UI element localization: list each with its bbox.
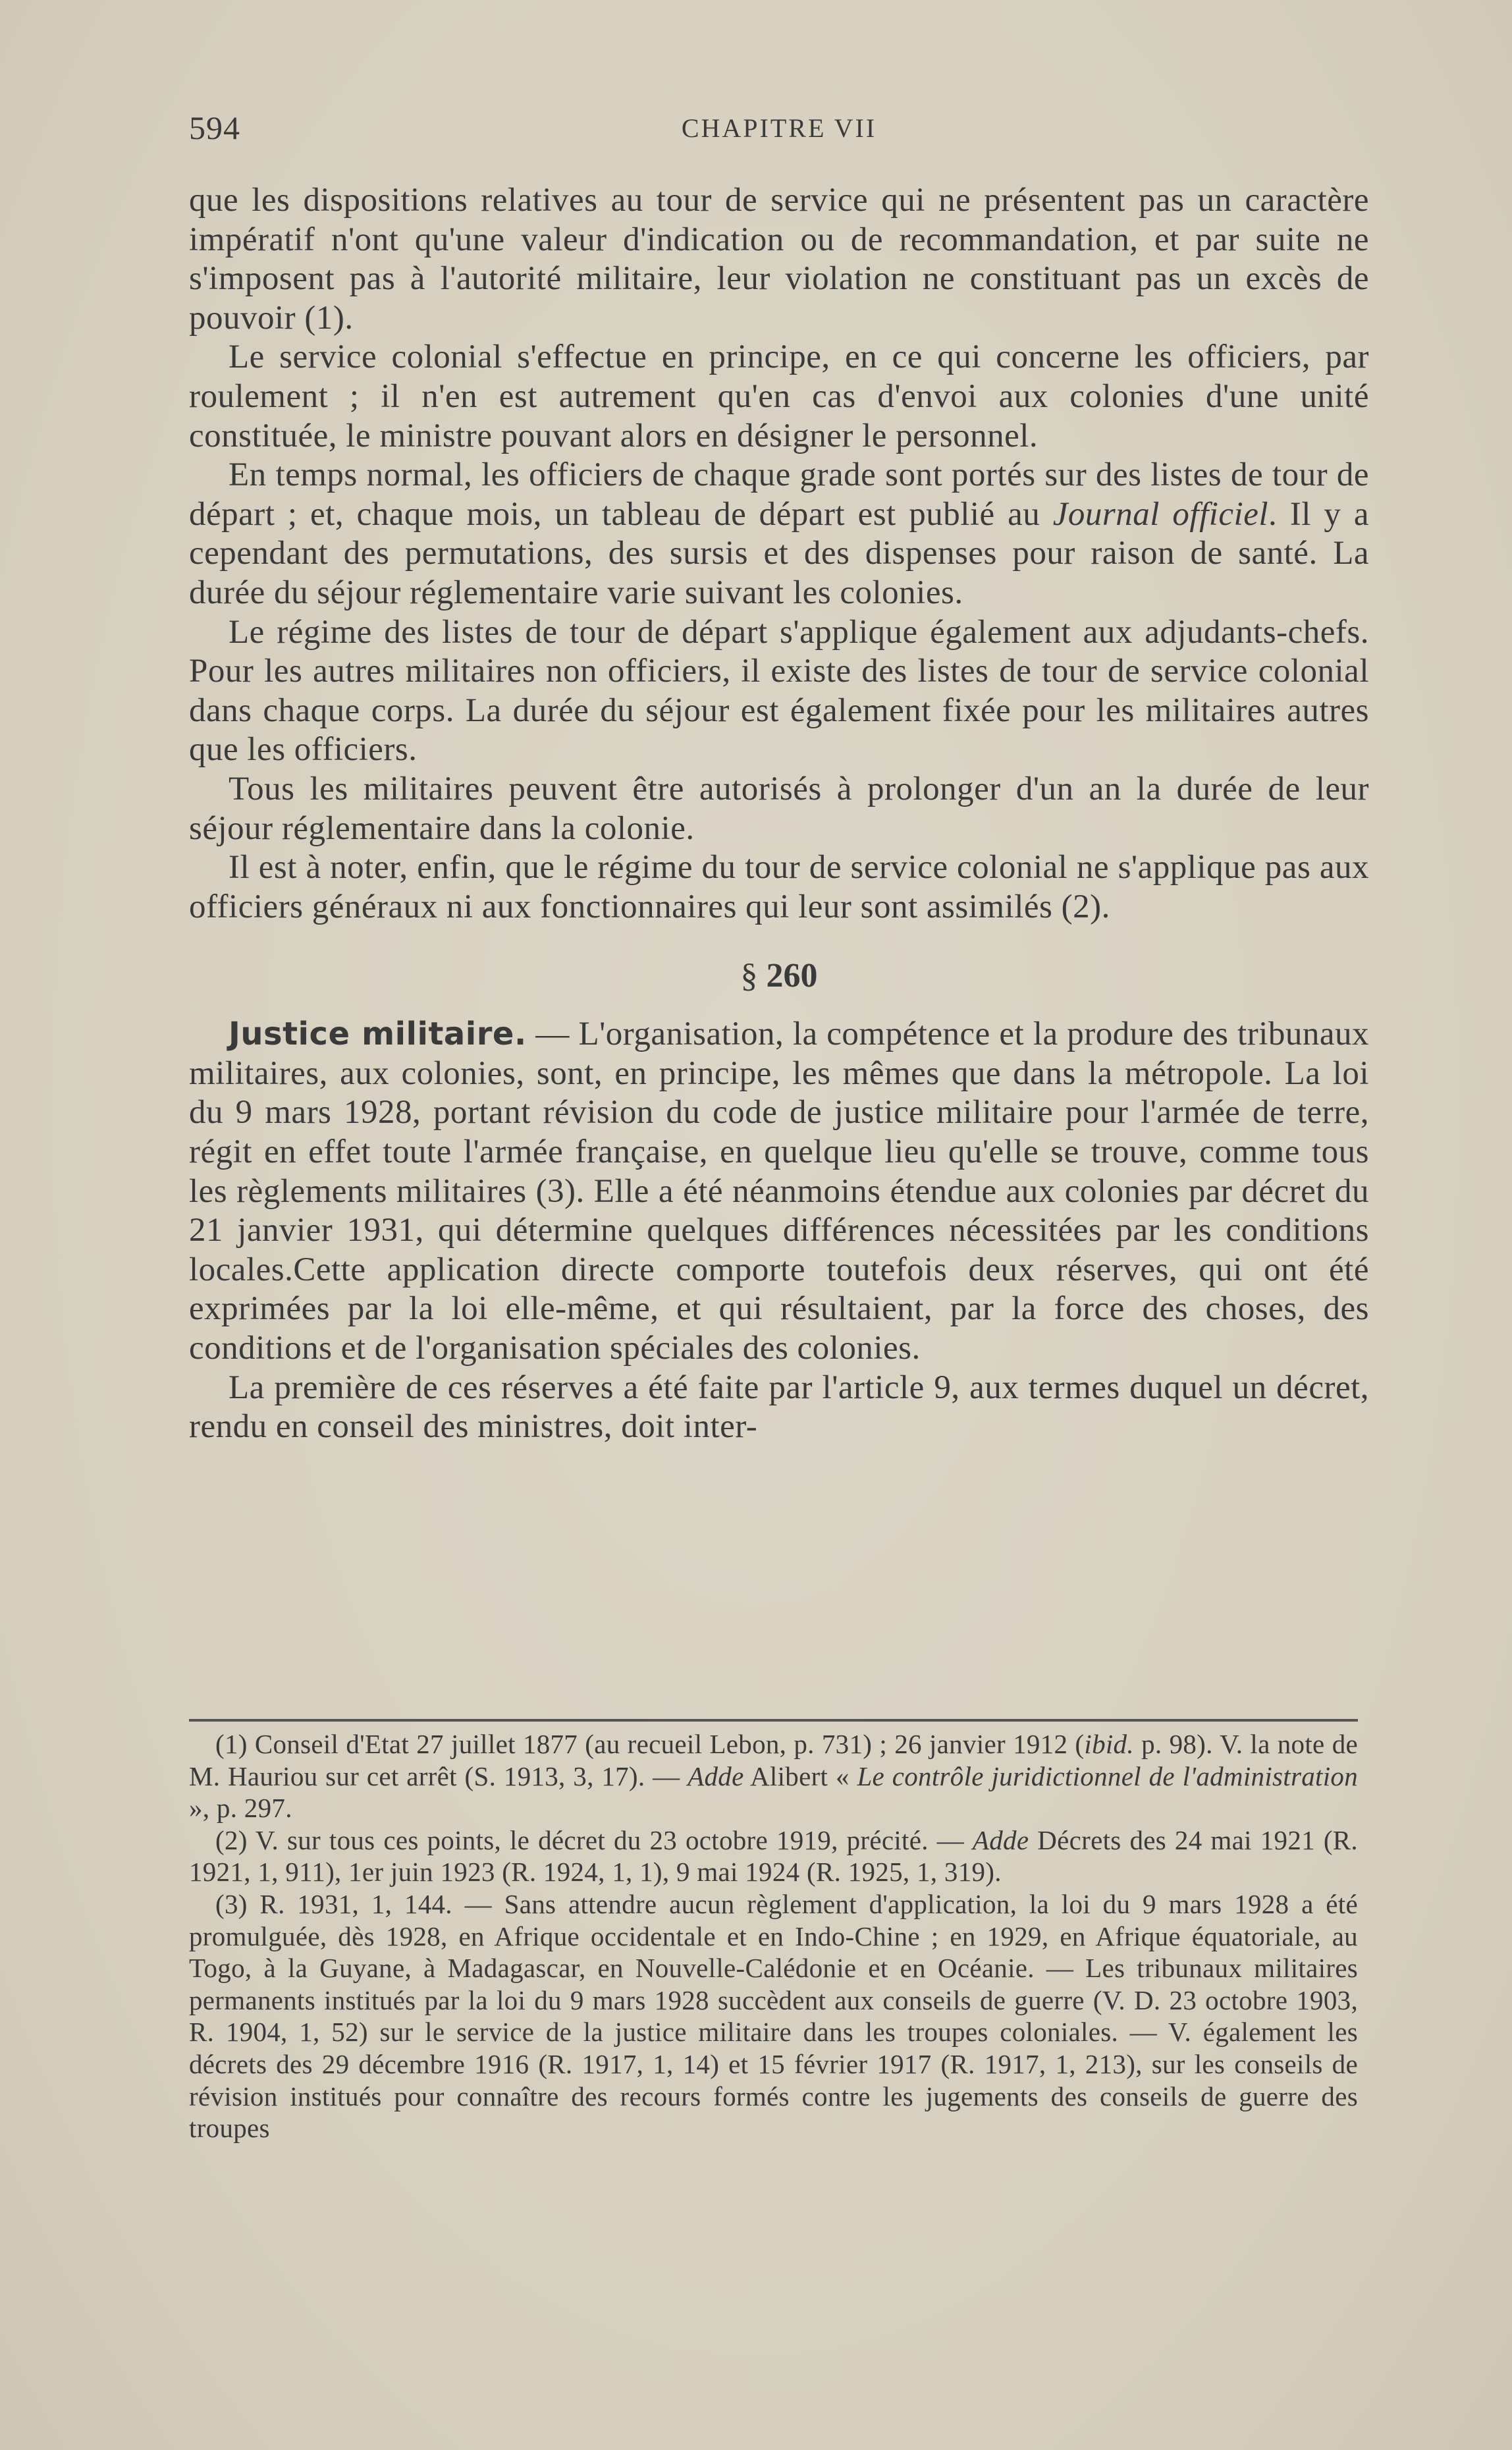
paragraph-text: En temps normal, les officiers de chaque grade sont portés sur des listes de tour de départ ; et, chaque mois, un tableau de départ est publié au (189, 456, 1369, 533)
paragraph (189, 456, 1369, 612)
footnote-divider (189, 1719, 1358, 1722)
footnote-italic: Adde (688, 1760, 744, 1791)
paragraph-text: — L'organisation, la compétence et la produre des tribunaux militaires, aux colonies, sont, en principe, les mêmes que dans la métropole. La loi du 9 mars 1928, portant révision du code de justice militaire pour l'armée de terre, régit en effet toute l'armée française, en quelque lieu qu'elle se trouve, comme tous les règlements militaires (3). Elle a été néanmoins étendue aux colonies par décret du 21 janvier 1931, qui détermine quelques différences nécessitées par les conditions locales.Cette application directe comporte toutefois deux réserves, qui ont été exprimées par la loi elle-même, et qui résultaient, par la force des choses, des conditions et de l'organisation spéciales des colonies. (189, 1016, 1370, 1367)
footnote (189, 1824, 1358, 1888)
footnote-italic: ibid. (1084, 1729, 1134, 1759)
paragraph: Il est à noter, enfin, que le régime du tour de service colonial ne s'applique pas aux officiers généraux ni aux fonctionnaires qui leur sont assimilés (2). (189, 849, 1369, 925)
footnote-text: », p. 297. (189, 1793, 292, 1824)
footnote-italic: Adde (972, 1824, 1029, 1855)
footnote-italic: Le contrôle juridictionnel de l'administration (857, 1760, 1359, 1791)
section-number (189, 953, 1369, 999)
footnote-text: (2) V. sur tous ces points, le décret du 23 octobre 1919, précité. — (215, 1824, 973, 1855)
paragraph: Le régime des listes de tour de départ s'applique également aux adjudants-chefs. Pour les autres militaires non officiers, il existe des listes de tour de service colonial dans chaque corps. La durée du séjour est également fixée pour les militaires autres que les officiers. (189, 613, 1369, 769)
footnotes (189, 1728, 1358, 2144)
section-heading: Justice militaire. (229, 1016, 527, 1053)
section-symbol: § (740, 957, 758, 995)
paragraph (189, 1015, 1369, 1368)
paragraph: La première de ces réserves a été faite par l'article 9, aux termes duquel un décret, rendu en conseil des ministres, doit inter- (189, 1369, 1369, 1446)
footnote-text: Décrets des 24 mai 1921 (R. 1921, 1, 911), 1er juin 1923 (R. 1924, 1, 1), 9 mai 1924 (R. 1925, 1, 319). (189, 1824, 1358, 1888)
footnote-text: (1) Conseil d'Etat 27 juillet 1877 (au recueil Lebon, p. 731) ; 26 janvier 1912 ( (215, 1729, 1085, 1759)
running-title: CHAPITRE VII (681, 113, 877, 143)
footnote-text: p. 98). V. la note de M. Hauriou sur cet arrêt (S. 1913, 3, 17). — (189, 1729, 1358, 1791)
footnote: (3) R. 1931, 1, 144. — Sans attendre aucun règlement d'application, la loi du 9 mars 1928 a été promulguée, dès 1928, en Afrique occidentale et en Indo-Chine ; en 1929, en Afrique équatoriale, au Togo, à la Guyane, à Madagascar, en Nouvelle-Calédonie et en Océanie. — Les tribunaux militaires permanents institués par la loi du 9 mars 1928 succèdent aux conseils de guerre (V. D. 23 octobre 1903, R. 1904, 1, 52) sur le service de la justice militaire dans les troupes coloniales. — V. également les décrets des 29 décembre 1916 (R. 1917, 1, 14) et 15 février 1917 (R. 1917, 1, 213), sur les conseils de révision institués pour connaître des recours formés contre les jugements des conseils de guerre des troupes (189, 1888, 1358, 2144)
paragraph: que les dispositions relatives au tour de service qui ne présentent pas un caractère impératif n'ont qu'une valeur d'indication ou de recommandation, et par suite ne s'imposent pas à l'autorité militaire, leur violation ne constituant pas un excès de pouvoir (1). (189, 182, 1369, 337)
page-header (189, 109, 1369, 148)
footnote (189, 1728, 1358, 1824)
paragraph: Le service colonial s'effectue en principe, en ce qui concerne les officiers, par roulement ; il n'en est autrement qu'en cas d'envoi aux colonies d'une unité constituée, le ministre pouvant alors en désigner le personnel. (189, 339, 1369, 454)
paragraph: Tous les militaires peuvent être autorisés à prolonger d'un an la durée de leur séjour réglementaire dans la colonie. (189, 770, 1369, 847)
page-number: 594 (189, 109, 240, 146)
section-number-value: 260 (766, 957, 818, 995)
main-text (189, 181, 1369, 1447)
paragraph-text: . Il y a cependant des permutations, des sursis et des dispenses pour raison de santé. La durée du séjour réglementaire varie suivant les colonies. (189, 495, 1369, 611)
italic-journal-title: Journal officiel (1052, 495, 1269, 533)
footnote-text: Alibert « (743, 1760, 857, 1791)
